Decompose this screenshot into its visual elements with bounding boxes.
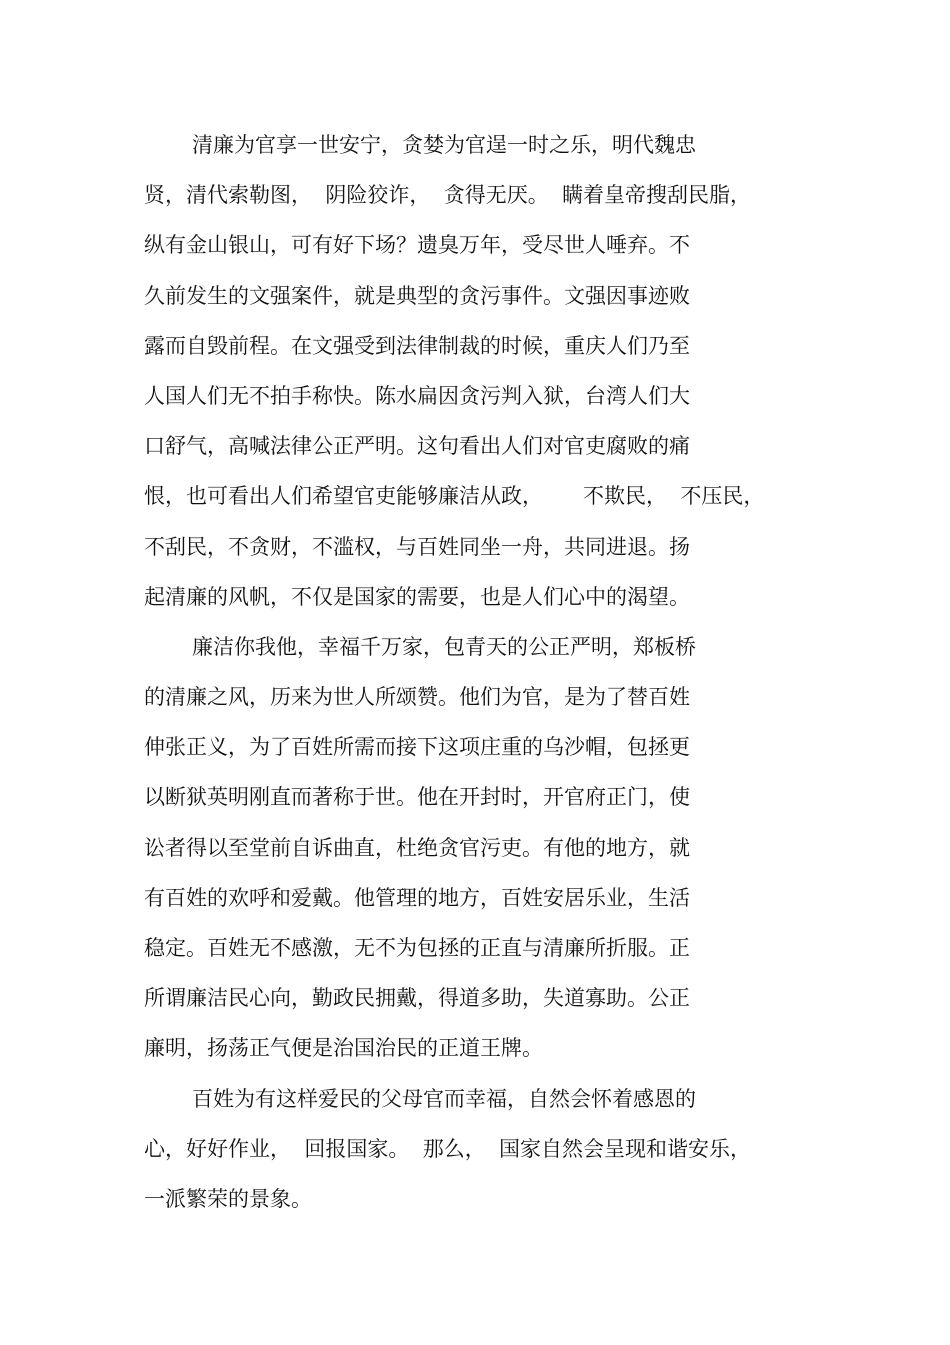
text-line: 的清廉之风，历来为世人所颂赞。他们为官，是为了替百姓 [144, 685, 690, 710]
text-line: 起清廉的风帆，不仅是国家的需要，也是人们心中的渴望。 [144, 584, 690, 609]
text-line: 纵有金山银山，可有好下场？遗臭万年，受尽世人唾弃。不 [144, 233, 690, 258]
text-line: 有百姓的欢呼和爱戴。他管理的地方，百姓安居乐业，生活 [144, 885, 690, 910]
text-line: 不刮民，不贪财，不滥权，与百姓同坐一舟，共同进退。扬 [144, 534, 690, 559]
text-line: 人国人们无不拍手称快。陈水扁因贪污判入狱，台湾人们大 [144, 383, 690, 408]
document-body [144, 120, 814, 1224]
text-line: 口舒气，高喊法律公正严明。这句看出人们对官吏腐败的痛 [144, 434, 690, 459]
text-line: 露而自毁前程。在文强受到法律制裁的时候，重庆人们乃至 [144, 333, 690, 358]
text-line: 心，好好作业， 回报国家。 那么， 国家自然会呈现和谐安乐， [144, 1136, 752, 1161]
text-line: 廉明，扬荡正气便是治国治民的正道王牌。 [144, 1036, 543, 1061]
text-line: 所谓廉洁民心向，勤政民拥戴，得道多助，失道寡助。公正 [144, 986, 690, 1011]
text-line: 以断狱英明刚直而著称于世。他在开封时，开官府正门，使 [144, 785, 690, 810]
text-line: 廉洁你我他，幸福千万家，包青天的公正严明，郑板桥 [192, 634, 696, 659]
text-line: 讼者得以至堂前自诉曲直，杜绝贪官污吏。有他的地方，就 [144, 835, 690, 860]
text-line: 稳定。百姓无不感激，无不为包拯的正直与清廉所折服。正 [144, 936, 690, 960]
text-line: 清廉为官享一世安宁，贪婪为官逞一时之乐，明代魏忠 [192, 133, 696, 157]
paragraph-1 [144, 120, 814, 622]
text-line: 百姓为有这样爱民的父母官而幸福，自然会怀着感恩的 [192, 1086, 696, 1111]
text-line: 一派繁荣的景象。 [144, 1186, 312, 1211]
text-line: 贤，清代索勒图， 阴险狡诈， 贪得无厌。 瞒着皇帝搜刮民脂， [144, 183, 752, 208]
paragraph-3 [144, 1074, 814, 1225]
text-line: 恨，也可看出人们希望官吏能够廉洁从政， 不欺民， 不压民， [144, 484, 765, 509]
text-line: 久前发生的文强案件，就是典型的贪污事件。文强因事迹败 [144, 283, 690, 308]
text-line: 伸张正义，为了百姓所需而接下这项庄重的乌沙帽，包拯更 [144, 735, 690, 760]
paragraph-2 [144, 622, 814, 1074]
